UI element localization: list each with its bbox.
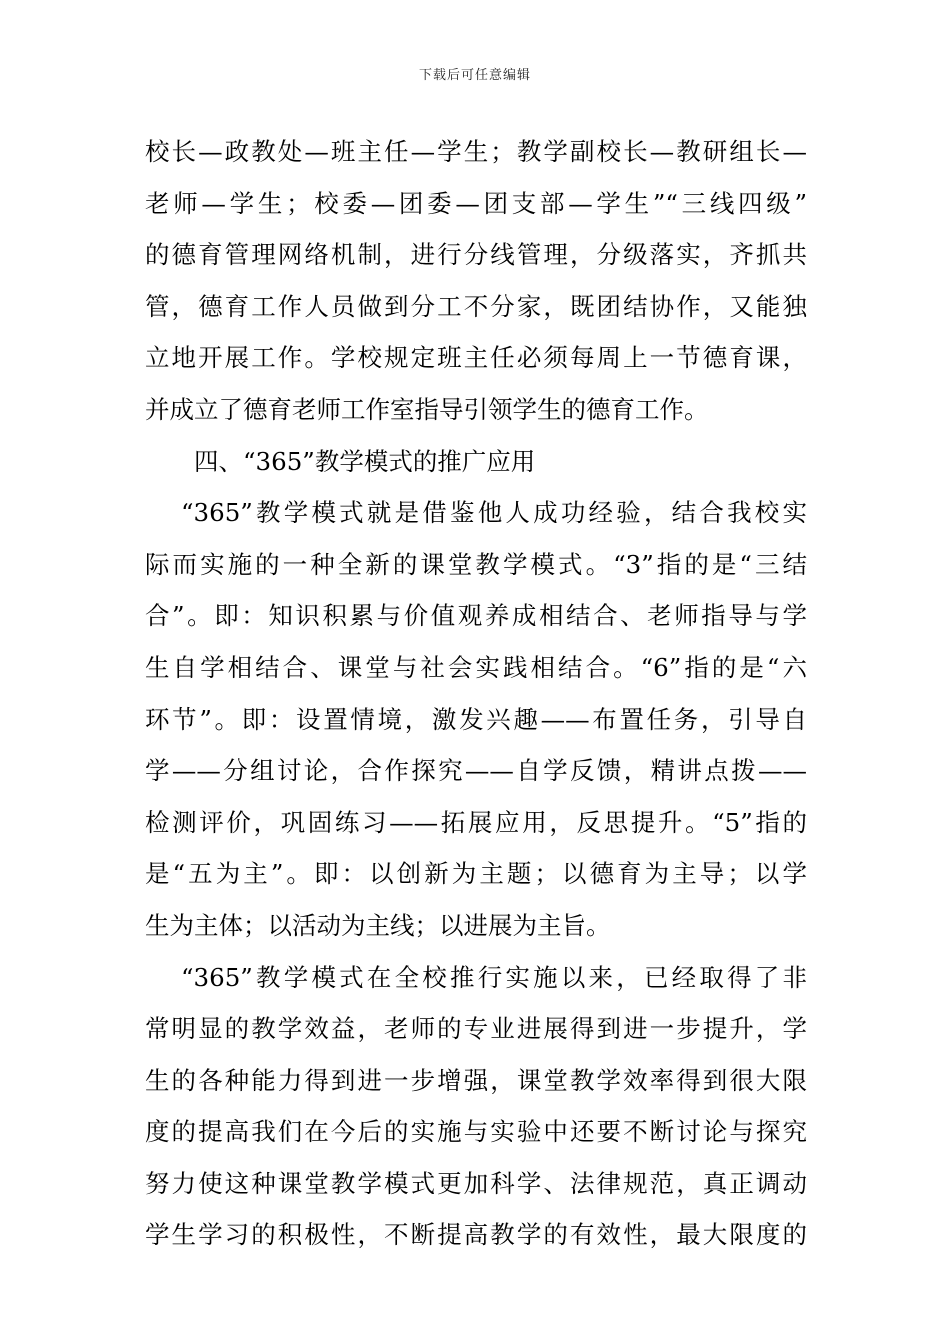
text-line: 检测评价，巩固练习——拓展应用，反思提升。“5”指的: [145, 807, 807, 837]
text-line: 立地开展工作。学校规定班主任必须每周上一节德育课，: [145, 343, 807, 373]
text-line: 并成立了德育老师工作室指导引领学生的德育工作。: [145, 394, 709, 424]
text-line: 度的提高我们在今后的实施与实验中还要不断讨论与探究: [145, 1117, 807, 1147]
text-line: 是“五为主”。即：以创新为主题；以德育为主导；以学: [145, 859, 807, 889]
text-line: 际而实施的一种全新的课堂教学模式。“3”指的是“三结: [145, 549, 807, 579]
text-line: 管，德育工作人员做到分工不分家，既团结协作，又能独: [145, 291, 807, 321]
page-header: 下载后可任意编辑: [418, 68, 531, 83]
text-line: 学生学习的积极性，不断提高教学的有效性，最大限度的: [145, 1220, 807, 1250]
text-line: 努力使这种课堂教学模式更加科学、法律规范，真正调动: [145, 1168, 807, 1198]
text-line: “365”教学模式在全校推行实施以来，已经取得了非: [181, 962, 807, 992]
text-line: 环节”。即：设置情境，激发兴趣——布置任务，引导自: [145, 704, 807, 734]
text-line: 合”。即：知识积累与价值观养成相结合、老师指导与学: [145, 601, 807, 631]
text-line: 生自学相结合、课堂与社会实践相结合。“6”指的是“六: [145, 652, 807, 682]
text-line: 的德育管理网络机制，进行分线管理，分级落实，齐抓共: [145, 240, 807, 270]
section-heading: 四、“365”教学模式的推广应用: [194, 446, 536, 476]
text-line: 校长—政教处—班主任—学生；教学副校长—教研组长—: [145, 137, 807, 166]
document-body: [145, 126, 807, 1261]
text-line: 生的各种能力得到进一步增强，课堂教学效率得到很大限: [145, 1065, 807, 1095]
text-line: 常明显的教学效益，老师的专业进展得到进一步提升，学: [145, 1014, 807, 1044]
text-line: 学——分组讨论，合作探究——自学反馈，精讲点拨——: [145, 756, 807, 786]
text-line: 老师—学生；校委—团委—团支部—学生”“三线四级”: [145, 188, 807, 218]
text-line: 生为主体；以活动为主线；以进展为主旨。: [145, 910, 611, 940]
text-line: “365”教学模式就是借鉴他人成功经验，结合我校实: [181, 498, 807, 528]
